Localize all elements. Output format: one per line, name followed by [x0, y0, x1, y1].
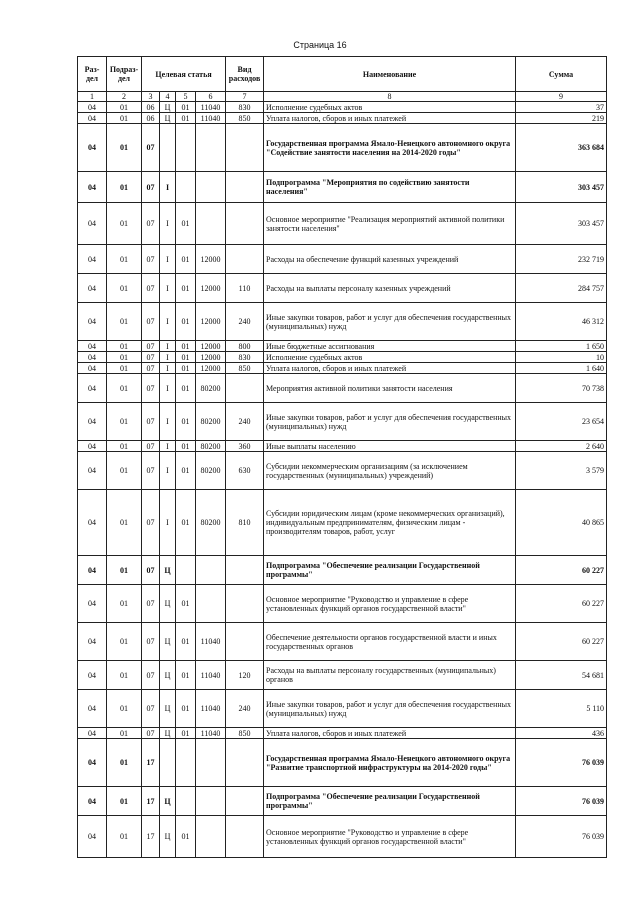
code-cell: 01	[176, 623, 196, 661]
code-cell: 01	[176, 274, 196, 303]
name-cell: Уплата налогов, сборов и иных платежей	[264, 113, 516, 124]
code-cell: 04	[78, 172, 107, 203]
table-row	[78, 124, 607, 172]
code-cell: 01	[176, 341, 196, 352]
code-cell: 11040	[196, 690, 226, 728]
code-cell: 01	[176, 585, 196, 623]
code-cell: 01	[176, 441, 196, 452]
code-cell: 01	[107, 690, 142, 728]
table-row	[78, 452, 607, 490]
code-cell	[196, 787, 226, 816]
code-cell: 04	[78, 352, 107, 363]
code-cell: 12000	[196, 363, 226, 374]
sum-cell: 70 738	[516, 374, 607, 403]
table-row	[78, 245, 607, 274]
name-cell: Субсидии юридическим лицам (кроме некоммерческих организаций), индивидуальным предпринимателям, физическим лицам - производителям товаров, работ, услуг	[264, 490, 516, 556]
name-cell: Расходы на выплаты персоналу государственных (муниципальных) органов	[264, 661, 516, 690]
code-cell: 01	[107, 341, 142, 352]
code-cell: 240	[226, 403, 264, 441]
sum-cell: 363 684	[516, 124, 607, 172]
sum-cell: 2 640	[516, 441, 607, 452]
code-cell: 01	[176, 102, 196, 113]
code-cell: 01	[107, 403, 142, 441]
code-cell: I	[160, 245, 176, 274]
column-number: 3	[142, 92, 160, 102]
code-cell	[176, 172, 196, 203]
code-cell: 04	[78, 452, 107, 490]
code-cell	[196, 816, 226, 858]
code-cell: 07	[142, 661, 160, 690]
code-cell: 11040	[196, 113, 226, 124]
code-cell	[226, 374, 264, 403]
code-cell: 01	[107, 352, 142, 363]
name-cell: Иные закупки товаров, работ и услуг для обеспечения государственных (муниципальных) нужд	[264, 690, 516, 728]
sum-cell: 1 640	[516, 363, 607, 374]
code-cell: 04	[78, 203, 107, 245]
name-cell: Иные выплаты населению	[264, 441, 516, 452]
code-cell	[196, 124, 226, 172]
code-cell: Ц	[160, 102, 176, 113]
table-row	[78, 172, 607, 203]
code-cell: 01	[176, 403, 196, 441]
code-cell: 630	[226, 452, 264, 490]
code-cell: 04	[78, 728, 107, 739]
code-cell: 07	[142, 363, 160, 374]
code-cell: 01	[107, 661, 142, 690]
code-cell: 240	[226, 303, 264, 341]
code-cell: 07	[142, 245, 160, 274]
code-cell: 01	[107, 441, 142, 452]
code-cell	[196, 203, 226, 245]
code-cell: 01	[176, 490, 196, 556]
code-cell: 80200	[196, 403, 226, 441]
name-cell: Основное мероприятие "Руководство и управление в сфере установленных функций органов государственной власти"	[264, 585, 516, 623]
code-cell: 11040	[196, 661, 226, 690]
code-cell: 360	[226, 441, 264, 452]
code-cell	[226, 203, 264, 245]
code-cell: 04	[78, 403, 107, 441]
budget-table	[77, 56, 607, 858]
code-cell	[226, 245, 264, 274]
table-row	[78, 728, 607, 739]
code-cell	[226, 739, 264, 787]
code-cell: 80200	[196, 374, 226, 403]
sum-cell: 284 757	[516, 274, 607, 303]
code-cell: 110	[226, 274, 264, 303]
code-cell: 01	[107, 787, 142, 816]
code-cell: 07	[142, 172, 160, 203]
code-cell: 800	[226, 341, 264, 352]
code-cell: 04	[78, 661, 107, 690]
name-cell: Государственная программа Ямало-Ненецкого автономного округа "Содействие занятости населения на 2014-2020 годы"	[264, 124, 516, 172]
column-number: 9	[516, 92, 607, 102]
code-cell	[176, 739, 196, 787]
code-cell: 01	[107, 728, 142, 739]
table-body	[78, 102, 607, 858]
name-cell: Уплата налогов, сборов и иных платежей	[264, 728, 516, 739]
sum-cell: 3 579	[516, 452, 607, 490]
code-cell: 07	[142, 728, 160, 739]
code-cell: Ц	[160, 787, 176, 816]
table-row	[78, 623, 607, 661]
code-cell: 850	[226, 363, 264, 374]
code-cell: 12000	[196, 341, 226, 352]
code-cell: 01	[107, 203, 142, 245]
table-row	[78, 352, 607, 363]
column-number-row	[78, 92, 607, 102]
table-row	[78, 274, 607, 303]
code-cell: 11040	[196, 102, 226, 113]
sum-cell: 303 457	[516, 203, 607, 245]
column-number: 2	[107, 92, 142, 102]
name-cell: Субсидии некоммерческим организациям (за исключением государственных (муниципальных) учреждений)	[264, 452, 516, 490]
column-number: 1	[78, 92, 107, 102]
name-cell: Исполнение судебных актов	[264, 102, 516, 113]
code-cell: 04	[78, 374, 107, 403]
name-cell: Государственная программа Ямало-Ненецкого автономного округа "Развитие транспортной инфраструктуры на 2014-2020 годы"	[264, 739, 516, 787]
code-cell: 01	[176, 690, 196, 728]
code-cell	[196, 172, 226, 203]
code-cell: 04	[78, 787, 107, 816]
code-cell: 01	[107, 816, 142, 858]
sum-cell: 37	[516, 102, 607, 113]
code-cell: 11040	[196, 623, 226, 661]
code-cell	[226, 816, 264, 858]
table-row	[78, 102, 607, 113]
sum-cell: 232 719	[516, 245, 607, 274]
sum-cell: 1 650	[516, 341, 607, 352]
code-cell: 01	[107, 490, 142, 556]
table-row	[78, 113, 607, 124]
code-cell: 01	[107, 245, 142, 274]
sum-cell: 76 039	[516, 739, 607, 787]
header-naimenovanie: Наименование	[264, 57, 516, 92]
table-row	[78, 303, 607, 341]
code-cell: 01	[176, 245, 196, 274]
code-cell: 850	[226, 728, 264, 739]
name-cell: Подпрограмма "Мероприятия по содействию занятости населения"	[264, 172, 516, 203]
code-cell: 17	[142, 787, 160, 816]
code-cell: I	[160, 490, 176, 556]
code-cell: 12000	[196, 274, 226, 303]
sum-cell: 60 227	[516, 585, 607, 623]
code-cell: 04	[78, 585, 107, 623]
name-cell: Подпрограмма "Обеспечение реализации Государственной программы"	[264, 787, 516, 816]
code-cell: 01	[107, 363, 142, 374]
sum-cell: 76 039	[516, 816, 607, 858]
code-cell: 01	[107, 274, 142, 303]
code-cell: 04	[78, 113, 107, 124]
code-cell: 07	[142, 124, 160, 172]
code-cell: 01	[176, 661, 196, 690]
table-row	[78, 556, 607, 585]
name-cell: Иные бюджетные ассигнования	[264, 341, 516, 352]
code-cell: 04	[78, 441, 107, 452]
code-cell: 04	[78, 341, 107, 352]
name-cell: Иные закупки товаров, работ и услуг для обеспечения государственных (муниципальных) нужд	[264, 303, 516, 341]
code-cell: 07	[142, 352, 160, 363]
code-cell: 12000	[196, 303, 226, 341]
code-cell: 01	[107, 739, 142, 787]
code-cell: 01	[107, 452, 142, 490]
code-cell: 04	[78, 274, 107, 303]
code-cell: 850	[226, 113, 264, 124]
code-cell: 04	[78, 490, 107, 556]
sum-cell: 54 681	[516, 661, 607, 690]
code-cell: 240	[226, 690, 264, 728]
code-cell	[226, 556, 264, 585]
code-cell: 06	[142, 113, 160, 124]
code-cell: 01	[107, 124, 142, 172]
code-cell: 04	[78, 303, 107, 341]
code-cell: Ц	[160, 661, 176, 690]
code-cell: 810	[226, 490, 264, 556]
code-cell: 04	[78, 739, 107, 787]
code-cell: 80200	[196, 490, 226, 556]
code-cell: I	[160, 403, 176, 441]
code-cell: I	[160, 172, 176, 203]
table-row	[78, 341, 607, 352]
sum-cell: 60 227	[516, 556, 607, 585]
sum-cell: 40 865	[516, 490, 607, 556]
code-cell: 07	[142, 341, 160, 352]
code-cell: I	[160, 441, 176, 452]
table-row	[78, 787, 607, 816]
sum-cell: 60 227	[516, 623, 607, 661]
header-vid-rashodov: Вид расходов	[226, 57, 264, 92]
code-cell	[226, 124, 264, 172]
code-cell: I	[160, 363, 176, 374]
name-cell: Иные закупки товаров, работ и услуг для обеспечения государственных (муниципальных) нужд	[264, 403, 516, 441]
table-row	[78, 585, 607, 623]
table-row	[78, 203, 607, 245]
code-cell	[160, 124, 176, 172]
code-cell: 01	[176, 452, 196, 490]
code-cell: I	[160, 341, 176, 352]
code-cell: 04	[78, 102, 107, 113]
code-cell: 12000	[196, 245, 226, 274]
code-cell	[160, 739, 176, 787]
sum-cell: 10	[516, 352, 607, 363]
code-cell	[196, 556, 226, 585]
code-cell: 04	[78, 623, 107, 661]
code-cell: 01	[176, 203, 196, 245]
code-cell: 07	[142, 374, 160, 403]
table-row	[78, 363, 607, 374]
header-razdel: Раз-дел	[78, 57, 107, 92]
code-cell: 01	[107, 585, 142, 623]
code-cell: I	[160, 374, 176, 403]
code-cell: 01	[107, 102, 142, 113]
code-cell: 01	[107, 623, 142, 661]
code-cell: 01	[176, 728, 196, 739]
code-cell: 830	[226, 352, 264, 363]
table-row	[78, 690, 607, 728]
code-cell: 01	[176, 352, 196, 363]
code-cell: 17	[142, 739, 160, 787]
column-number: 8	[264, 92, 516, 102]
code-cell: 07	[142, 203, 160, 245]
table-row	[78, 661, 607, 690]
code-cell: Ц	[160, 585, 176, 623]
code-cell: 07	[142, 690, 160, 728]
table-row	[78, 490, 607, 556]
name-cell: Исполнение судебных актов	[264, 352, 516, 363]
code-cell: 01	[176, 374, 196, 403]
code-cell: 01	[176, 113, 196, 124]
sum-cell: 219	[516, 113, 607, 124]
name-cell: Подпрограмма "Обеспечение реализации Государственной программы"	[264, 556, 516, 585]
table-header-row	[78, 57, 607, 92]
page-number-label: Страница 16	[293, 40, 347, 50]
code-cell: Ц	[160, 623, 176, 661]
code-cell	[176, 556, 196, 585]
table-row	[78, 739, 607, 787]
header-celevaya-statya: Целевая статья	[142, 57, 226, 92]
code-cell: 01	[107, 374, 142, 403]
code-cell: 07	[142, 274, 160, 303]
code-cell	[176, 124, 196, 172]
code-cell: 01	[176, 363, 196, 374]
code-cell: 07	[142, 403, 160, 441]
code-cell: I	[160, 452, 176, 490]
code-cell: 04	[78, 556, 107, 585]
name-cell: Основное мероприятие "Руководство и управление в сфере установленных функций органов государственной власти"	[264, 816, 516, 858]
code-cell: 01	[107, 113, 142, 124]
code-cell: 06	[142, 102, 160, 113]
code-cell: 17	[142, 816, 160, 858]
code-cell: 11040	[196, 728, 226, 739]
sum-cell: 76 039	[516, 787, 607, 816]
sum-cell: 303 457	[516, 172, 607, 203]
code-cell: 01	[107, 556, 142, 585]
name-cell: Обеспечение деятельности органов государственной власти и иных государственных органов	[264, 623, 516, 661]
name-cell: Основное мероприятие "Реализация мероприятий активной политики занятости населения"	[264, 203, 516, 245]
code-cell	[226, 787, 264, 816]
code-cell: 07	[142, 303, 160, 341]
sum-cell: 436	[516, 728, 607, 739]
code-cell: 01	[107, 303, 142, 341]
sum-cell: 46 312	[516, 303, 607, 341]
code-cell: 12000	[196, 352, 226, 363]
code-cell: 01	[176, 816, 196, 858]
code-cell: 07	[142, 452, 160, 490]
column-number: 4	[160, 92, 176, 102]
sum-cell: 5 110	[516, 690, 607, 728]
code-cell	[196, 585, 226, 623]
code-cell	[196, 739, 226, 787]
code-cell: I	[160, 352, 176, 363]
column-number: 5	[176, 92, 196, 102]
column-number: 6	[196, 92, 226, 102]
header-summa: Сумма	[516, 57, 607, 92]
code-cell: 07	[142, 585, 160, 623]
name-cell: Расходы на выплаты персоналу казенных учреждений	[264, 274, 516, 303]
table-row	[78, 441, 607, 452]
code-cell: Ц	[160, 113, 176, 124]
table-row	[78, 816, 607, 858]
code-cell: 07	[142, 623, 160, 661]
code-cell: 120	[226, 661, 264, 690]
code-cell: 80200	[196, 452, 226, 490]
sum-cell: 23 654	[516, 403, 607, 441]
code-cell	[226, 585, 264, 623]
code-cell: 04	[78, 816, 107, 858]
code-cell: Ц	[160, 690, 176, 728]
name-cell: Уплата налогов, сборов и иных платежей	[264, 363, 516, 374]
code-cell: 07	[142, 441, 160, 452]
code-cell: 01	[176, 303, 196, 341]
code-cell	[226, 172, 264, 203]
code-cell: I	[160, 203, 176, 245]
code-cell: 04	[78, 363, 107, 374]
code-cell: 07	[142, 490, 160, 556]
code-cell: 830	[226, 102, 264, 113]
header-podrazdel: Подраз-дел	[107, 57, 142, 92]
code-cell: Ц	[160, 556, 176, 585]
name-cell: Расходы на обеспечение функций казенных учреждений	[264, 245, 516, 274]
code-cell: 04	[78, 245, 107, 274]
code-cell: Ц	[160, 816, 176, 858]
code-cell: I	[160, 274, 176, 303]
code-cell	[176, 787, 196, 816]
name-cell: Мероприятия активной политики занятости населения	[264, 374, 516, 403]
code-cell	[226, 623, 264, 661]
code-cell: 04	[78, 124, 107, 172]
column-number: 7	[226, 92, 264, 102]
table-row	[78, 403, 607, 441]
table-row	[78, 374, 607, 403]
code-cell: 07	[142, 556, 160, 585]
code-cell: 80200	[196, 441, 226, 452]
code-cell: Ц	[160, 728, 176, 739]
code-cell: I	[160, 303, 176, 341]
code-cell: 04	[78, 690, 107, 728]
code-cell: 01	[107, 172, 142, 203]
